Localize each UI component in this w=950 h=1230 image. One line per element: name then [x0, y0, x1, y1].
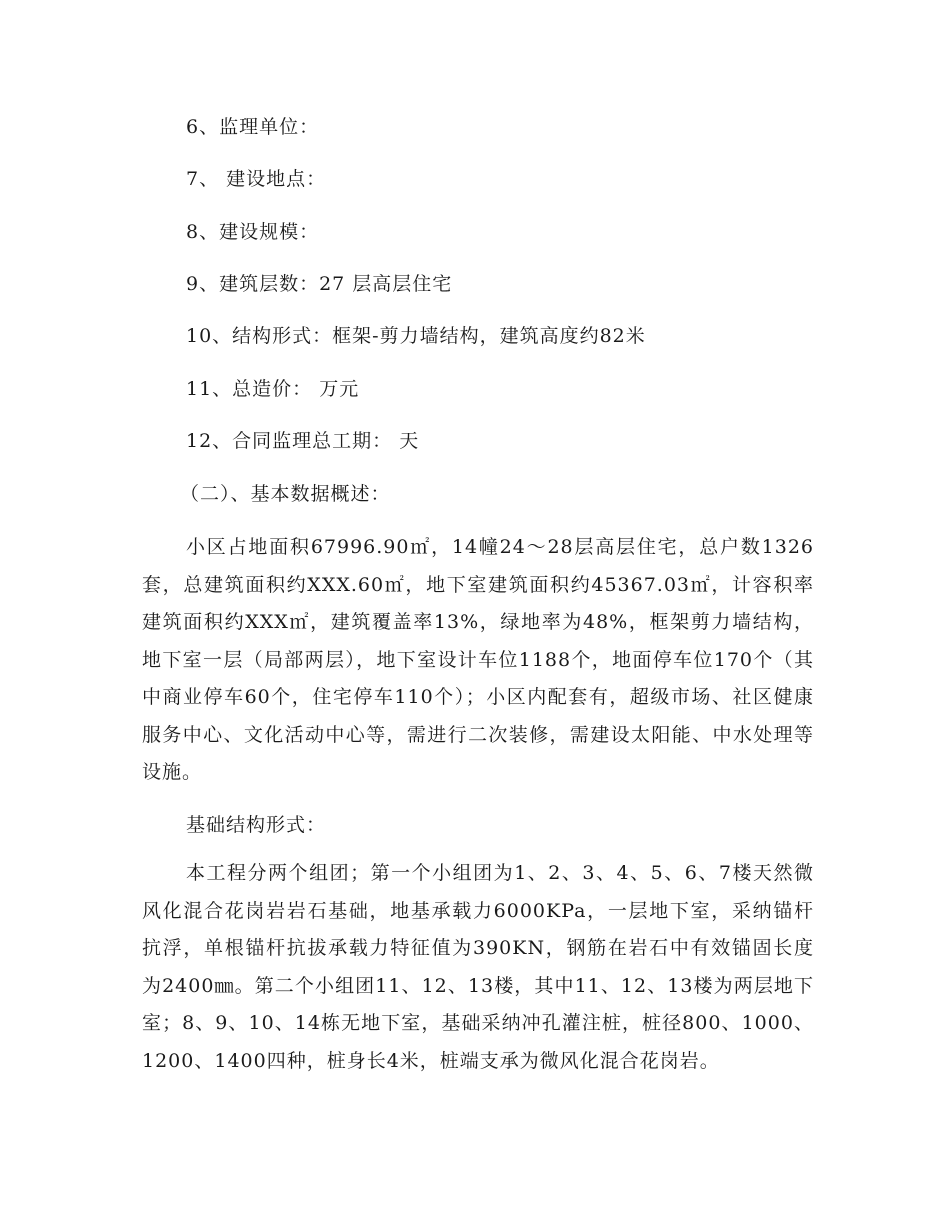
paragraph-foundation: 本工程分两个组团；第一个小组团为1、2、3、4、5、6、7楼天然微风化混合花岗岩岩石基础，地基承载力6000KPa，一层地下室，采纳锚杆抗浮，单根锚杆抗拔承载力特征值为390KN，钢筋在岩石中有效锚固长度为2400㎜。第二个小组团11、12、13楼，其中11、12、13楼为两层地下室；8、9、10、14栋无地下室，基础采纳冲孔灌注桩，桩径800、1000、1200、1400四种，桩身长4米，桩端支承为微风化混合花岗岩。 [142, 862, 814, 1072]
foundation-heading: 基础结构形式： [186, 814, 327, 836]
item-construction-site: 7、 建设地点： [186, 168, 327, 190]
item-supervision-unit: 6、监理单位： [186, 116, 320, 138]
item-building-floors: 9、建筑层数：27 层高层住宅 [186, 273, 453, 295]
paragraph-overview: 小区占地面积67996.90㎡，14幢24～28层高层住宅，总户数1326套，总建筑面积约XXX.60㎡，地下室建筑面积约45367.03㎡，计容积率建筑面积约XXX㎡，建筑覆盖率13%，绿地率为48%，框架剪力墙结构，地下室一层（局部两层），地下室设计车位1188个，地面停车位170个（其中商业停车60个，住宅停车110个）；小区内配套有，超级市场、社区健康服务中心、文化活动中心等，需进行二次装修，需建设太阳能、中水处理等设施。 [142, 536, 814, 783]
item-construction-scale: 8、建设规模： [186, 221, 320, 243]
section-heading: （二）、基本数据概述： [180, 483, 391, 505]
item-contract-period: 12、合同监理总工期： 天 [186, 430, 420, 452]
item-total-cost: 11、总造价： 万元 [186, 378, 360, 400]
item-structure-form: 10、结构形式：框架-剪力墙结构，建筑高度约82米 [186, 325, 646, 347]
